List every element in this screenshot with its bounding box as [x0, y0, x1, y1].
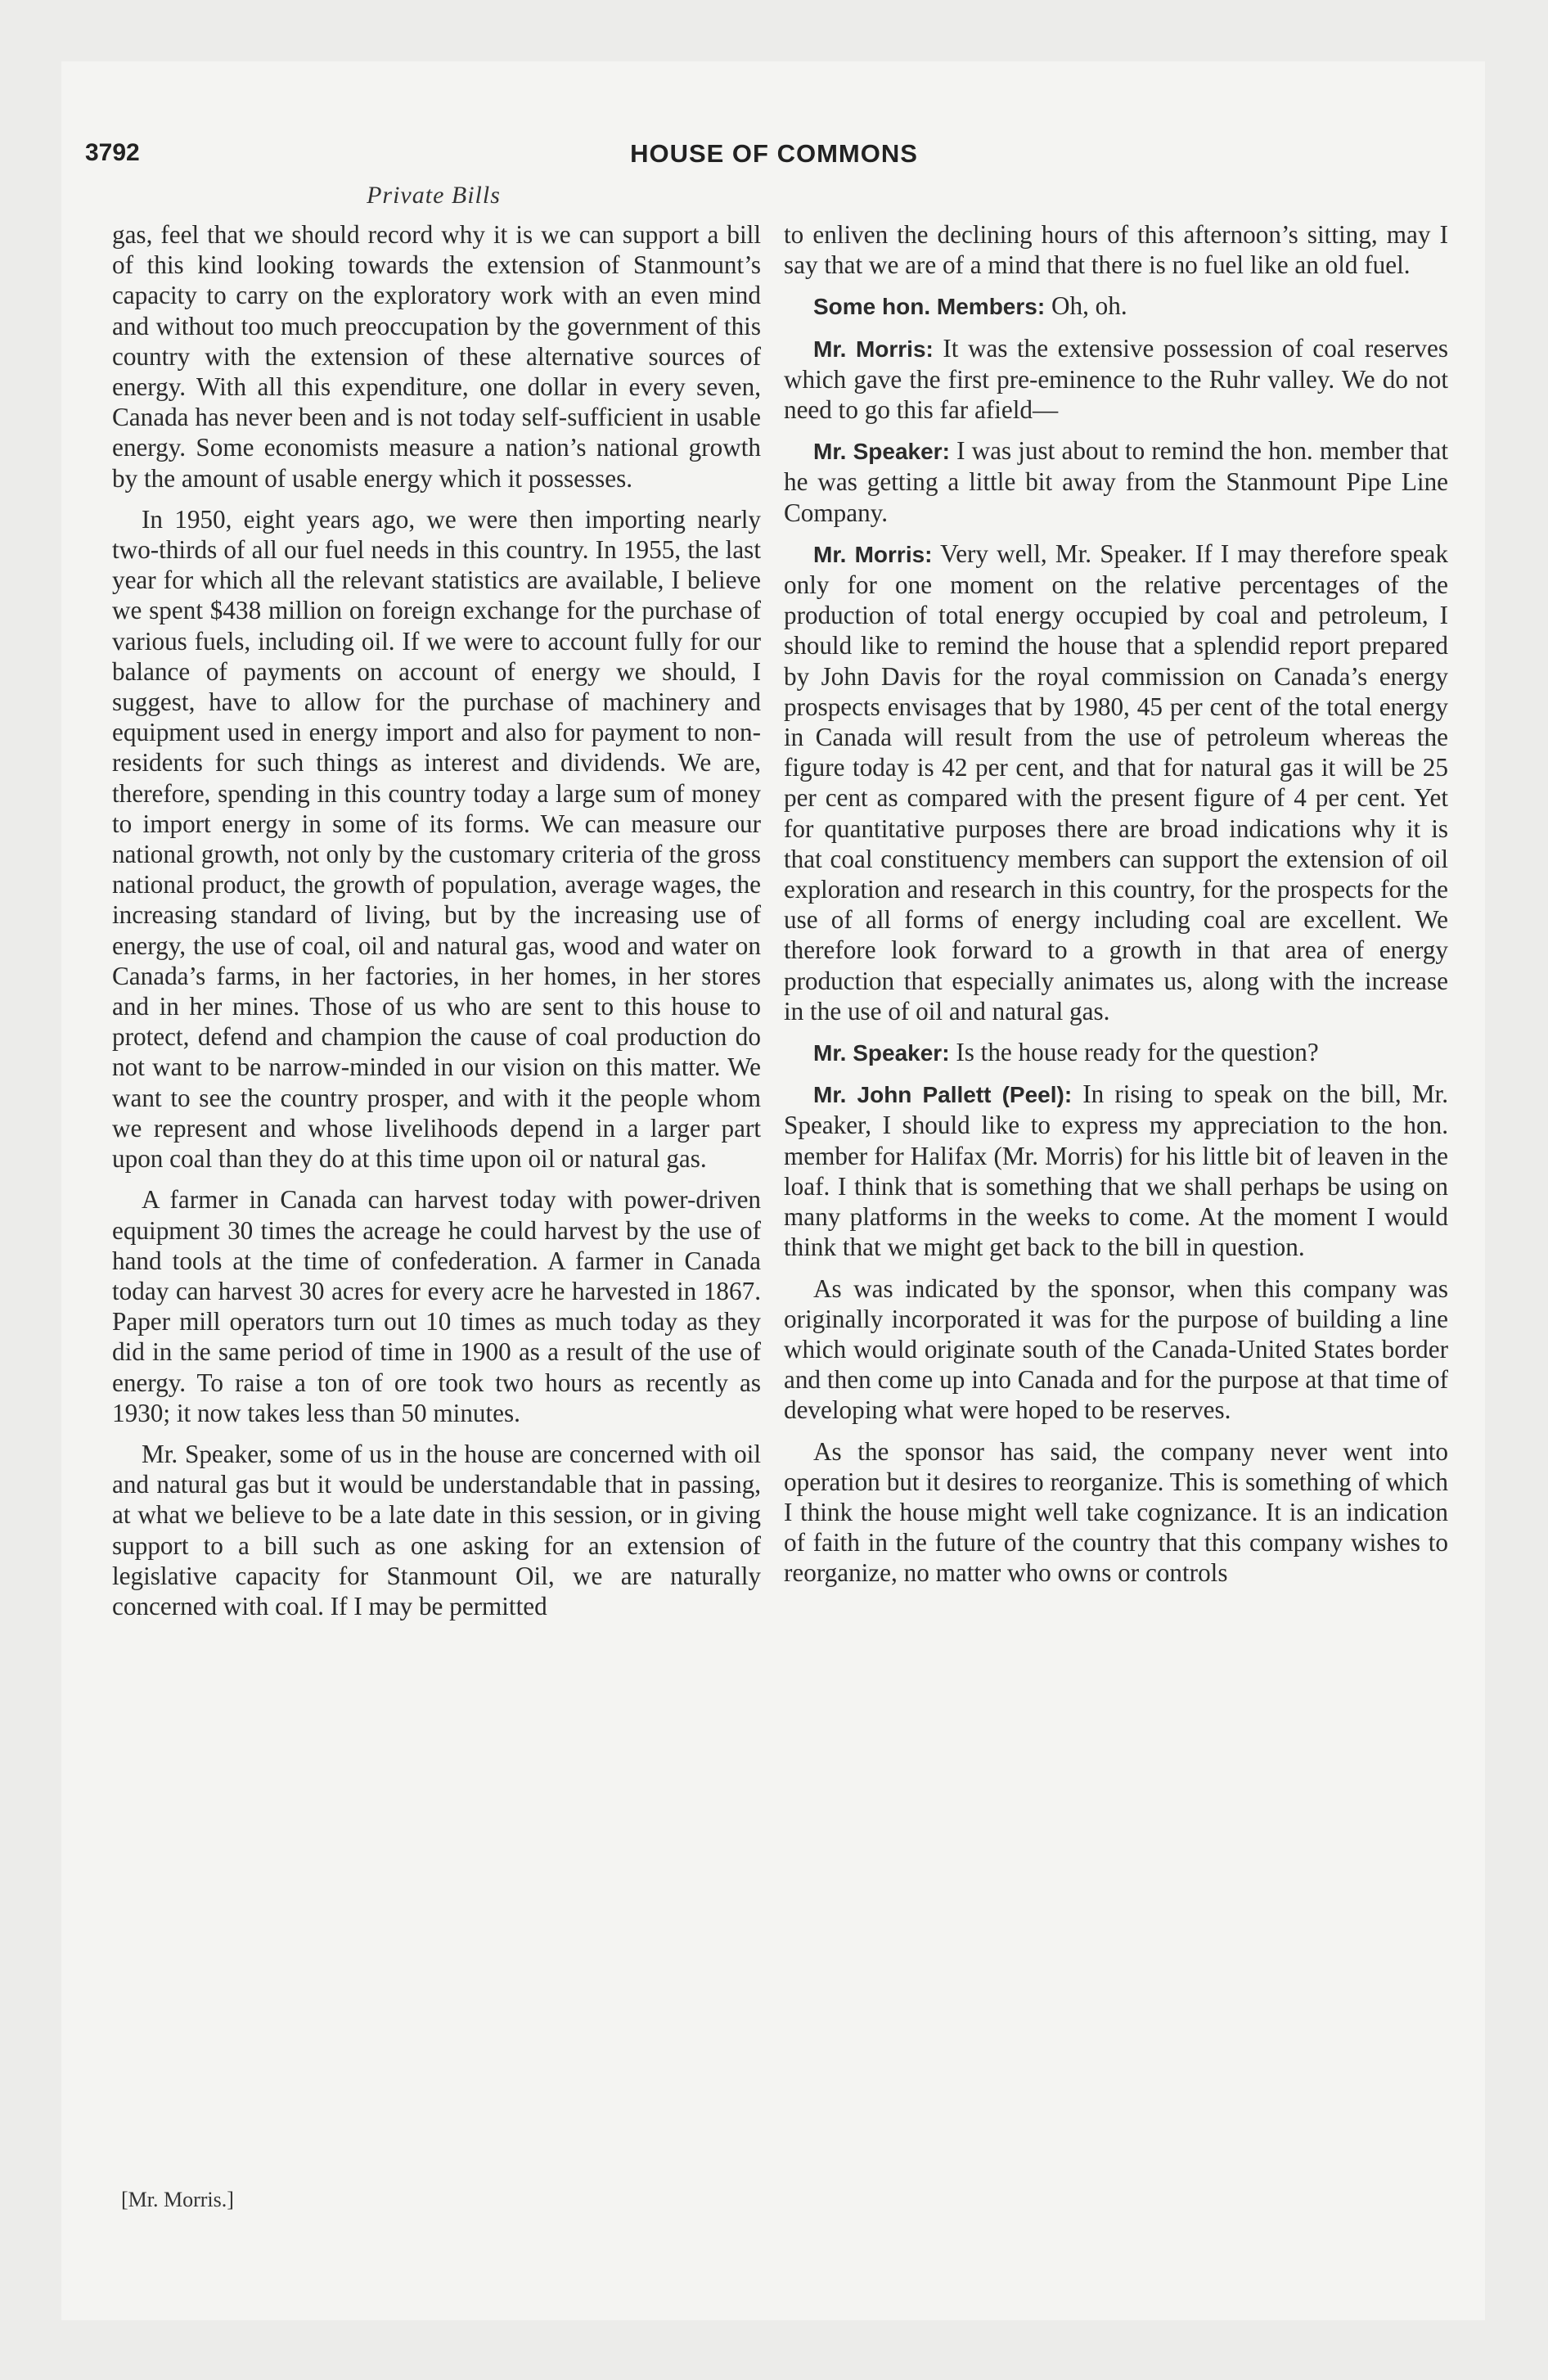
speech — [784, 539, 1448, 1026]
right-column — [784, 219, 1448, 1589]
page-number: 3792 — [85, 139, 140, 166]
speech-text: It was the extensive possession of coal reserves which gave the first pre-eminence to the Ruhr valley. We do not need to go this far afield— — [784, 333, 1448, 425]
speaker-name: Mr. John Pallett (Peel): — [813, 1082, 1073, 1108]
paragraph: gas, feel that we should record why it is we can support a bill of this kind looking towards the extension of Stanmount’s capacity to carry on the exploratory work with an even mind and without too much preoccupation by the government of this country with the extension of these alternative sources of energy. With all this expenditure, one dollar in every seven, Canada has never been and is not today self-sufficient in usable energy. Some economists measure a nation’s national growth by the amount of usable energy which it possesses. — [112, 220, 761, 493]
left-column — [112, 219, 761, 1621]
speech-text: Very well, Mr. Speaker. If I may therefore speak only for one moment on the relative percentages of the production of total energy occupied by coal and petroleum, I should like to remind the house that a splendid report prepared by John Davis for the royal commission on Canada’s energy prospects envisages that by 1980, 45 per cent of the total energy in Canada will result from the use of petroleum whereas the figure today is 42 per cent, and that for natural gas it will be 25 per cent as compared with the present figure of 4 per cent. Yet for quantitative purposes there are broad indications why it is that coal constituency members can support the extension of oil exploration and research in this country, for the prospects for the use of all forms of energy including coal are excellent. We therefore look forward to a growth in that area of energy production that especially animates us, along with the increase in the use of oil and natural gas. — [784, 539, 1448, 1025]
speaker-name: Mr. Morris: — [813, 336, 934, 362]
paragraph: As was indicated by the sponsor, when this company was originally incorporated it was for the purpose of building a line which would originate south of the Canada-United States border and then come up into Canada and for the purpose at that time of developing what were hoped to be reserves. — [784, 1273, 1448, 1425]
paragraph: In 1950, eight years ago, we were then importing nearly two-thirds of all our fuel needs in this country. In 1955, the last year for which all the relevant statistics are available, I believe we spent $438 million on foreign exchange for the purchase of various fuels, including oil. If we were to account fully for our balance of payments on account of energy we should, I suggest, have to allow for the purchase of machinery and equipment used in energy import and also for payment to non-residents for such things as interest and dividends. We are, therefore, spending in this country today a large sum of money to import energy in some of its forms. We can measure our national growth, not only by the customary criteria of the gross national product, the growth of population, average wages, the increasing standard of living, but by the increasing use of energy, the use of coal, oil and natural gas, wood and water on Canada’s farms, in her factories, in her homes, in her stores and in her mines. Those of us who are sent to this house to protect, defend and champion the cause of coal production do not want to be narrow-minded in our vision on this matter. We want to see the country prosper, and with it the people whom we represent and whose livelihoods depend in a larger part upon coal than they do at this time upon oil or natural gas. — [112, 504, 761, 1174]
paragraph: As the sponsor has said, the company never went into operation but it desires to reorganize. This is something of which I think the house might well take cognizance. It is an indication of faith in the future of the country that this company wishes to reorganize, no matter who owns or controls — [784, 1436, 1448, 1588]
footer-attribution: [Mr. Morris.] — [121, 2188, 234, 2211]
paragraph: Mr. Speaker, some of us in the house are concerned with oil and natural gas but it would be understandable that in passing, at what we believe to be a late date in this session, or in giving support to a bill such as one asking for an extension of legislative capacity for Stanmount Oil, we are naturally concerned with coal. If I may be permitted — [112, 1439, 761, 1620]
speech — [784, 291, 1448, 322]
speech — [784, 333, 1448, 426]
speech-text: Oh, oh. — [1051, 291, 1127, 321]
paragraph: A farmer in Canada can harvest today with power-driven equipment 30 times the acreage he could harvest by the use of hand tools at the time of confederation. A farmer in Canada today can harvest 30 acres for every acre he harvested in 1867. Paper mill operators turn out 10 times as much today as they did in the same period of time in 1900 as a result of the use of energy. To raise a ton of ore took two hours as recently as 1930; it now takes less than 50 minutes. — [112, 1185, 761, 1427]
page-title: HOUSE OF COMMONS — [630, 139, 918, 168]
speaker-name: Mr. Morris: — [813, 541, 933, 567]
speaker-name: Mr. Speaker: — [813, 439, 950, 465]
speech — [784, 435, 1448, 528]
paragraph: to enliven the declining hours of this afternoon’s sitting, may I say that we are of a mind that there is no fuel like an old fuel. — [784, 220, 1448, 280]
speech-text: In rising to speak on the bill, Mr. Speaker, I should like to express my appreciation to the hon. member for Halifax (Mr. Morris) for his little bit of leaven in the loaf. I think that is something that we shall perhaps be using on many platforms in the weeks to come. At the moment I would think that we might get back to the bill in question. — [784, 1080, 1449, 1262]
section-subtitle: Private Bills — [367, 182, 501, 209]
speaker-name: Some hon. Members: — [813, 294, 1046, 320]
speaker-name: Mr. Speaker: — [813, 1040, 950, 1066]
speech-text: I was just about to remind the hon. member that he was getting a little bit away from the Stanmount Pipe Line Company. — [784, 436, 1448, 527]
speech — [784, 1037, 1448, 1068]
speech — [784, 1079, 1448, 1262]
speech-text: Is the house ready for the question? — [956, 1038, 1319, 1067]
